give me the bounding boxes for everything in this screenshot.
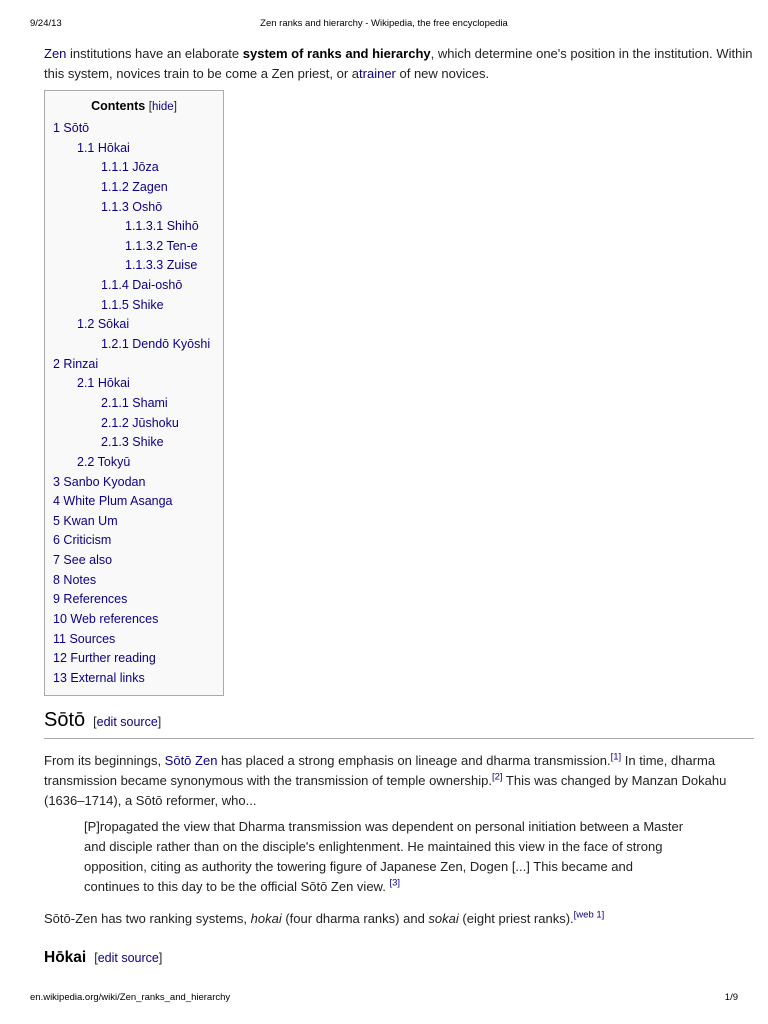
intro-text: , which determine one's position in the institution. Within this system, novices train to be come a Zen priest, or a (44, 46, 753, 81)
bracket: [ (94, 950, 98, 965)
toc-item[interactable] (53, 217, 223, 237)
ref-2-link[interactable]: [2] (491, 771, 503, 783)
toc-link[interactable]: 3 Sanbo Kyodan (53, 474, 146, 489)
toc-link[interactable]: 11 Sources (53, 631, 116, 646)
toc-heading: Contents (91, 99, 146, 113)
toc-hide-toggle (149, 101, 177, 113)
soto-zen-link[interactable]: Sōtō Zen (164, 752, 218, 768)
toc-link[interactable]: 10 Web references (53, 612, 159, 627)
toc-link[interactable]: 1.1 Hōkai (77, 140, 130, 155)
intro-bold: system of ranks and hierarchy (242, 46, 431, 61)
toc-item[interactable] (53, 355, 223, 375)
bracket: ] (157, 714, 162, 729)
toc-item[interactable] (53, 473, 223, 493)
toc-item[interactable] (53, 669, 223, 689)
toc-item[interactable] (53, 590, 223, 610)
quote-text: [P]ropagated the view that Dharma transmission was dependent on personal initiation between a Master and disciple rather than on the disciple's enlightenment. He maintained this view in the face of strong opposition, citing as authority the towering figure of Japanese Zen, Dogen [...] This became and continues to this day to be the official Sōtō Zen view. (84, 818, 684, 894)
toc-item[interactable] (53, 178, 223, 198)
section-heading-soto (44, 708, 754, 739)
toc-link[interactable]: 1.1.3.1 Shihō (125, 219, 199, 234)
toc-item[interactable] (53, 610, 223, 630)
toc-item[interactable] (53, 394, 223, 414)
article-content (44, 44, 754, 969)
zen-link[interactable]: Zen (44, 46, 67, 61)
soto-paragraph-1 (44, 751, 754, 811)
print-header (30, 18, 738, 30)
text: (eight priest ranks). (458, 910, 574, 926)
toc-item[interactable] (53, 198, 223, 218)
subsection-title: Hōkai (44, 948, 87, 966)
soto-paragraph-2 (44, 909, 754, 929)
toc-list (53, 119, 223, 689)
toc-link[interactable]: 2.1.2 Jūshoku (101, 415, 179, 430)
toc-link[interactable]: 2.1 Hōkai (77, 376, 130, 391)
toc-link[interactable]: 2.2 Tokyū (77, 454, 131, 469)
toc-item[interactable] (53, 256, 223, 276)
print-title: Zen ranks and hierarchy - Wikipedia, the free encyclopedia (260, 18, 508, 29)
toc-item[interactable] (53, 531, 223, 551)
text: (four dharma ranks) and (281, 910, 429, 926)
toc-link[interactable]: 7 See also (53, 553, 113, 568)
toc-link[interactable]: 1.2.1 Dendō Kyōshi (101, 337, 211, 352)
soto-quote (84, 817, 684, 897)
toc-item[interactable] (53, 453, 223, 473)
bracket: [ (93, 714, 97, 729)
toc-link[interactable]: 1.1.3.3 Zuise (125, 258, 198, 273)
toc-link[interactable]: 1.2 Sōkai (77, 317, 130, 332)
section-title: Sōtō (44, 708, 86, 731)
toc-link[interactable]: 1.1.5 Shike (101, 297, 164, 312)
ref-3-link[interactable]: [3] (389, 877, 401, 889)
toc-title (53, 99, 223, 113)
trainer-link[interactable]: trainer (359, 66, 396, 81)
edit-source-soto (93, 715, 161, 729)
toc-item[interactable] (53, 237, 223, 257)
toc-item[interactable] (53, 158, 223, 178)
toc-item[interactable] (53, 551, 223, 571)
toc-link[interactable]: 2 Rinzai (53, 356, 99, 371)
toc-link[interactable]: 2.1.1 Shami (101, 395, 168, 410)
toc-link[interactable]: 1.1.1 Jōza (101, 160, 159, 175)
toc-item[interactable] (53, 649, 223, 669)
toc-link[interactable]: 8 Notes (53, 572, 97, 587)
print-date: 9/24/13 (30, 18, 62, 29)
ref-1-link[interactable]: [1] (610, 751, 622, 763)
toc-link[interactable]: 12 Further reading (53, 651, 156, 666)
hokai-term: hokai (250, 910, 282, 926)
print-page-number: 1/9 (724, 992, 738, 1003)
toc-item[interactable] (53, 315, 223, 335)
toc-item[interactable] (53, 433, 223, 453)
toc-link[interactable]: 5 Kwan Um (53, 513, 118, 528)
table-of-contents (44, 90, 224, 696)
toc-link[interactable]: 1.1.3 Oshō (101, 199, 163, 214)
intro-paragraph (44, 44, 754, 84)
sokai-term: sokai (428, 910, 459, 926)
text: In time, dharma transmission became synonymous with the transmission of temple ownership. (44, 752, 716, 788)
section-heading-hokai (44, 947, 754, 969)
toc-item[interactable] (53, 414, 223, 434)
ref-web-1-link[interactable]: [web 1] (573, 909, 605, 921)
toc-link[interactable]: 4 White Plum Asanga (53, 494, 173, 509)
toc-hide-link[interactable]: hide (151, 101, 174, 113)
toc-item[interactable] (53, 296, 223, 316)
toc-item[interactable] (53, 512, 223, 532)
toc-link[interactable]: 13 External links (53, 670, 145, 685)
toc-link[interactable]: 1 Sōtō (53, 121, 90, 135)
edit-source-link[interactable]: edit source (96, 714, 158, 729)
toc-item[interactable] (53, 492, 223, 512)
toc-link[interactable]: 1.1.3.2 Ten-e (125, 238, 198, 253)
intro-text: institutions have an elaborate (66, 46, 243, 61)
text: This was changed by Manzan Dokahu (1636–1714), a Sōtō reformer, who... (44, 772, 727, 808)
toc-link[interactable]: 6 Criticism (53, 533, 112, 548)
edit-source-link[interactable]: edit source (97, 950, 159, 965)
bracket: [ (148, 101, 152, 113)
edit-source-hokai (94, 951, 162, 965)
bracket: ] (158, 950, 163, 965)
toc-item[interactable] (53, 374, 223, 394)
toc-item[interactable] (53, 335, 223, 355)
print-footer (30, 992, 738, 1004)
print-url: en.wikipedia.org/wiki/Zen_ranks_and_hierarchy (30, 992, 231, 1003)
toc-item[interactable] (53, 119, 223, 139)
toc-item[interactable] (53, 630, 223, 650)
intro-text: of new novices. (395, 66, 490, 81)
text: Sōtō-Zen has two ranking systems, (44, 910, 251, 926)
toc-link[interactable]: 1.1.4 Dai-oshō (101, 278, 183, 293)
toc-item[interactable] (53, 571, 223, 591)
toc-link[interactable]: 2.1.3 Shike (101, 435, 164, 450)
text: has placed a strong emphasis on lineage and dharma transmission. (217, 752, 611, 768)
toc-link[interactable]: 9 References (53, 592, 128, 607)
toc-item[interactable] (53, 139, 223, 159)
toc-link[interactable]: 1.1.2 Zagen (101, 179, 168, 194)
bracket: ] (173, 101, 177, 113)
toc-item[interactable] (53, 276, 223, 296)
text: From its beginnings, (44, 752, 165, 768)
